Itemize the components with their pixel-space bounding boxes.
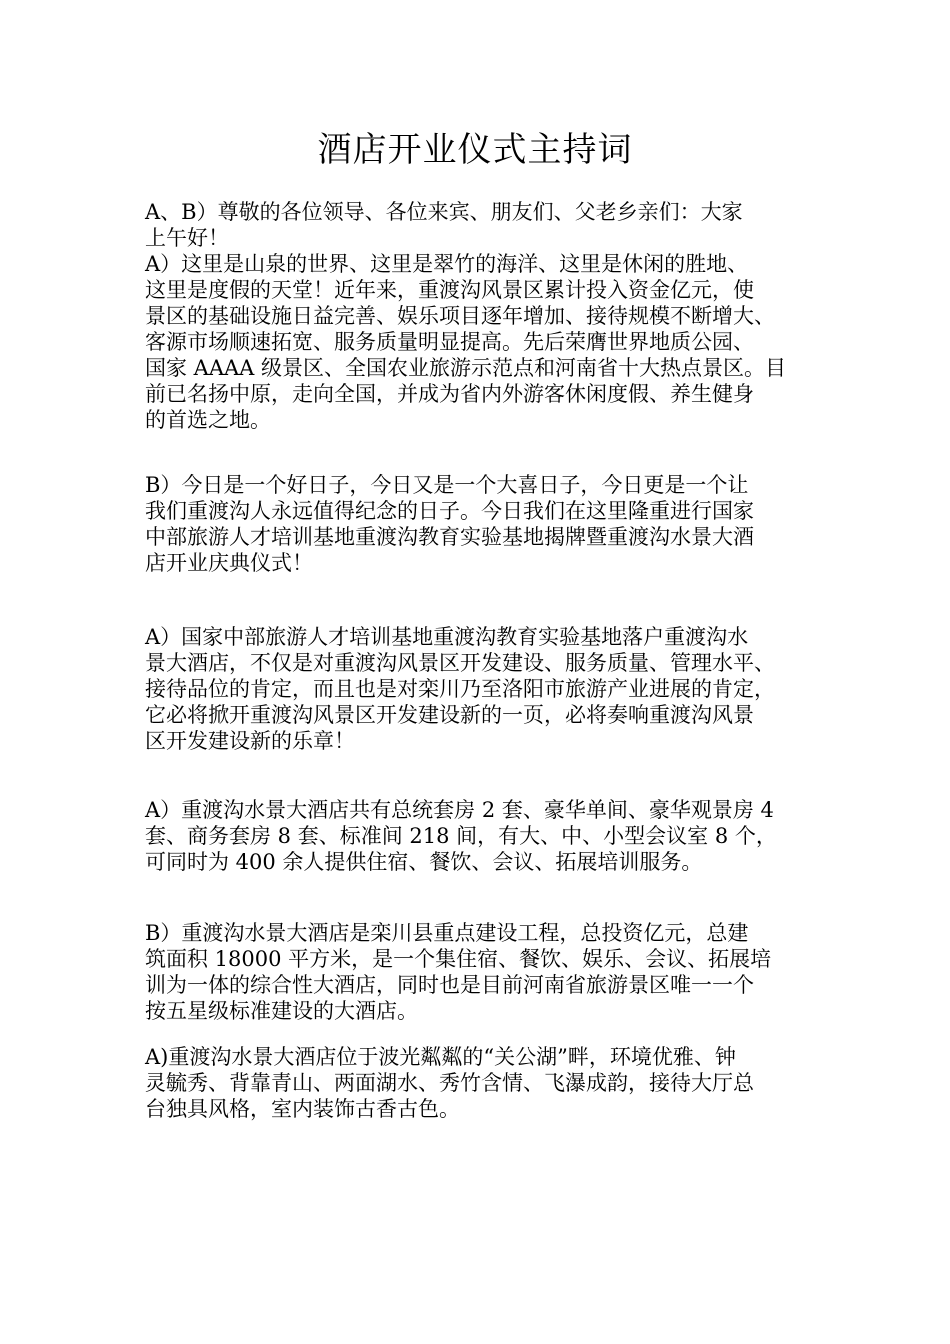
text-line: 接待品位的肯定，而且也是对栾川乃至洛阳市旅游产业进展的肯定， (145, 677, 775, 701)
text-line: A、B）尊敬的各位领导、各位来宾、朋友们、父老乡亲们：大家 (145, 200, 743, 224)
text-line: B）今日是一个好日子，今日又是一个大喜日子，今日更是一个让 (145, 473, 749, 497)
text-line: 训为一体的综合性大酒店，同时也是目前河南省旅游景区唯一一个 (145, 973, 754, 997)
text-line: 它必将掀开重渡沟风景区开发建设新的一页，必将奏响重渡沟风景 (145, 703, 754, 727)
text-line: 我们重渡沟人永远值得纪念的日子。今日我们在这里隆重进行国家 (145, 499, 754, 523)
text-line: 景区的基础设施日益完善、娱乐项目逐年增加、接待规模不断增大、 (145, 304, 775, 328)
paragraph-scenic-intro (145, 251, 813, 433)
text-line: 灵毓秀、背靠青山、两面湖水、秀竹含情、飞瀑成韵，接待大厅总 (145, 1071, 754, 1095)
text-line: 这里是度假的天堂！近年来，重渡沟风景区累计投入资金亿元，使 (145, 278, 754, 302)
paragraph-hotel-project (145, 920, 813, 1024)
text-line: 客源市场顺速拓宽、服务质量明显提高。先后荣膺世界地质公园、 (145, 330, 754, 354)
text-line: 区开发建设新的乐章！ (145, 729, 355, 753)
text-line: 前已名扬中原，走向全国，并成为省内外游客休闲度假、养生健身 (145, 382, 754, 406)
paragraph-room-facilities (145, 797, 813, 875)
text-line: 国家 AAAA 级景区、全国农业旅游示范点和河南省十大热点景区。目 (145, 356, 787, 380)
text-line: 筑面积 18000 平方米，是一个集住宿、餐饮、娱乐、会议、拓展培 (145, 947, 772, 971)
text-line: 按五星级标准建设的大酒店。 (145, 999, 418, 1023)
text-line: A）国家中部旅游人才培训基地重渡沟教育实验基地落户重渡沟水 (145, 625, 749, 649)
text-line: A）这里是山泉的世界、这里是翠竹的海洋、这里是休闲的胜地、 (145, 252, 749, 276)
document-title: 酒店开业仪式主持词 (317, 130, 633, 170)
text-line: 套、商务套房 8 套、标准间 218 间，有大、中、小型会议室 8 个， (145, 824, 777, 848)
text-line: 台独具风格，室内装饰古香古色。 (145, 1097, 460, 1121)
text-line: A）重渡沟水景大酒店共有总统套房 2 套、豪华单间、豪华观景房 4 (145, 798, 774, 822)
text-line: 可同时为 400 余人提供住宿、餐饮、会议、拓展培训服务。 (145, 850, 703, 874)
text-line: B）重渡沟水景大酒店是栾川县重点建设工程，总投资亿元，总建 (145, 921, 749, 945)
paragraph-hotel-location (145, 1044, 813, 1122)
text-line: 景大酒店，不仅是对重渡沟风景区开发建设、服务质量、管理水平、 (145, 651, 775, 675)
text-line: A)重渡沟水景大酒店位于波光粼粼的“关公湖”畔，环境优雅、钟 (145, 1045, 736, 1069)
text-line: 店开业庆典仪式！ (145, 551, 313, 575)
text-line: 的首选之地。 (145, 408, 271, 432)
text-line: 中部旅游人才培训基地重渡沟教育实验基地揭牌暨重渡沟水景大酒 (145, 525, 754, 549)
paragraph-greeting (145, 199, 813, 251)
paragraph-ceremony-announcement (145, 472, 813, 576)
paragraph-training-base (145, 624, 813, 754)
text-line: 上午好！ (145, 226, 229, 250)
